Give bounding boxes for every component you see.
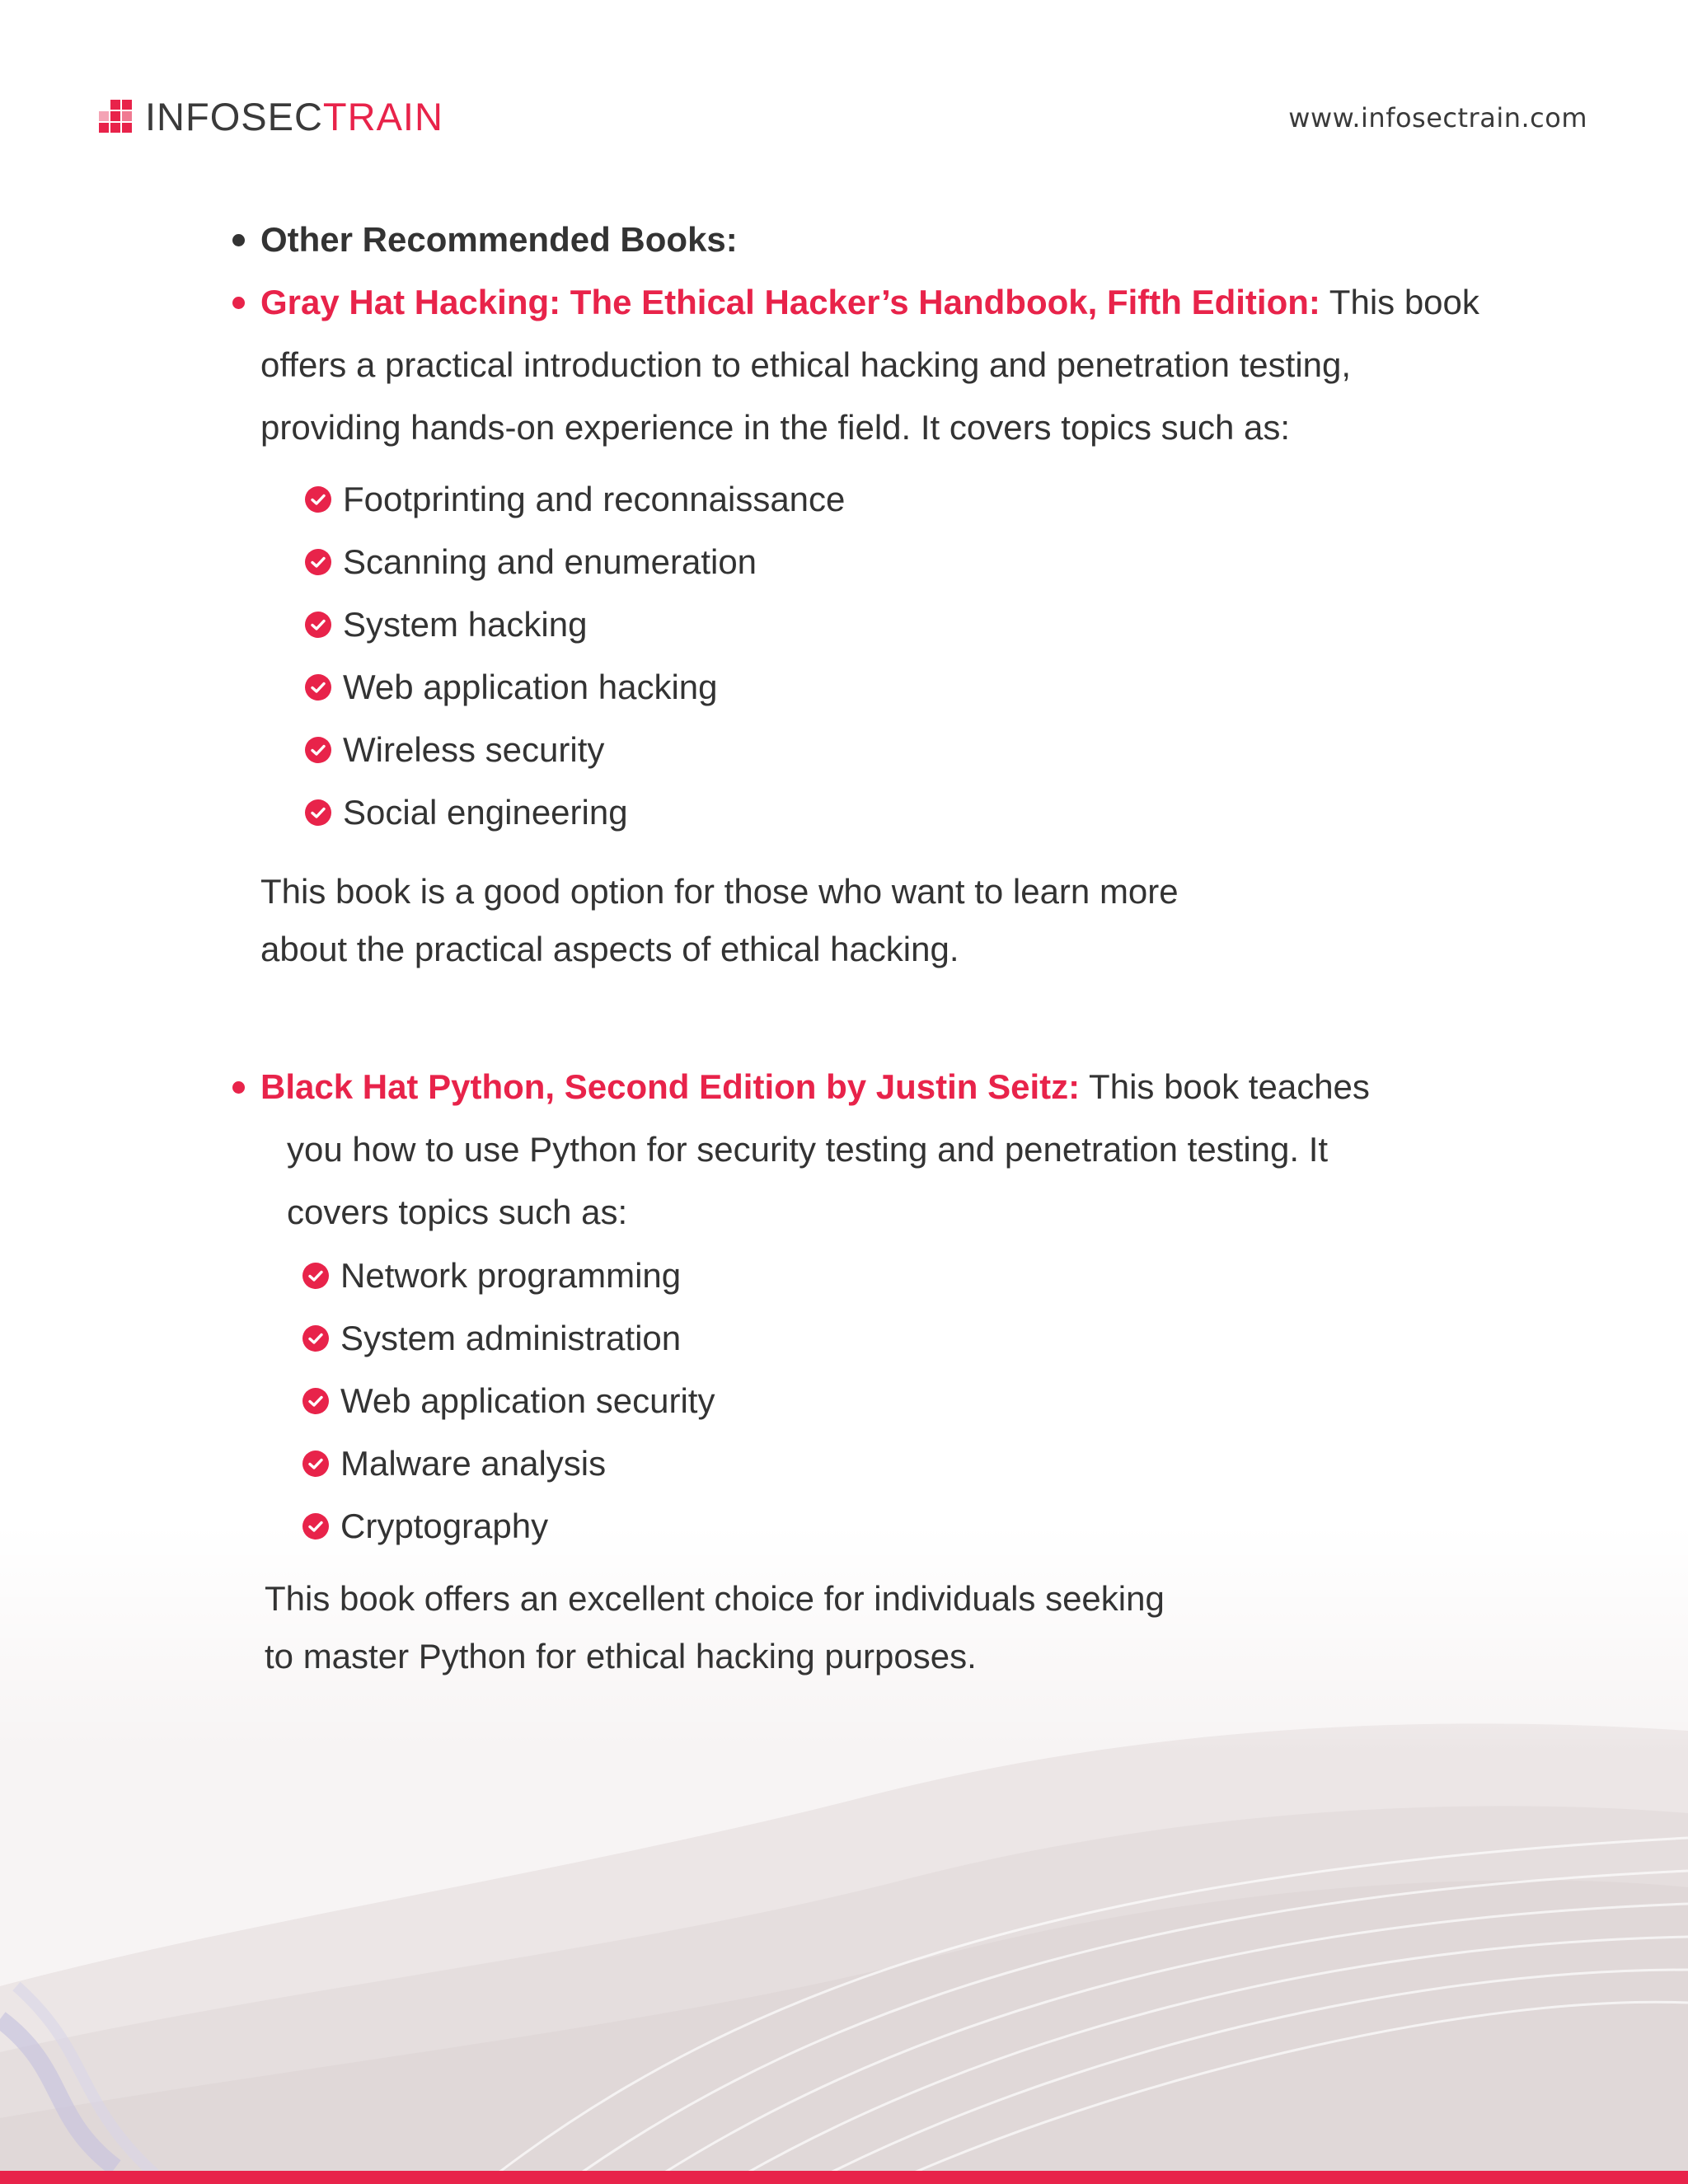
page-header	[0, 0, 1688, 165]
book1-closing: This book is a good option for those who want to learn more	[260, 872, 1179, 911]
check-circle-icon	[302, 1263, 329, 1289]
topic-item: System hacking	[343, 605, 588, 644]
check-circle-icon	[305, 737, 331, 763]
logo-grid-icon	[99, 100, 134, 134]
topic-item: Cryptography	[340, 1507, 549, 1545]
book2-line1	[260, 1056, 1370, 1118]
section-heading: Other Recommended Books:	[260, 220, 738, 259]
topic-item: Malware analysis	[340, 1444, 607, 1483]
check-circle-icon	[305, 674, 331, 701]
book1-desc-line: providing hands-on experience in the field. It covers topics such as:	[260, 408, 1291, 447]
book2-desc-line: covers topics such as:	[287, 1193, 628, 1231]
bullet-icon	[232, 1081, 245, 1094]
bullet-icon	[232, 297, 245, 309]
book2-desc-line: you how to use Python for security testing and penetration testing. It	[287, 1130, 1329, 1169]
topic-item: Wireless security	[343, 730, 605, 769]
book1-desc-start: This book	[1320, 283, 1479, 321]
logo-text-red: TRAIN	[322, 95, 443, 138]
topic-item: Web application security	[340, 1381, 715, 1420]
book2-desc-start: This book teaches	[1080, 1067, 1370, 1106]
topic-item: Network programming	[340, 1256, 682, 1295]
book1-closing: about the practical aspects of ethical hacking.	[260, 930, 959, 968]
book2-closing: This book offers an excellent choice for individuals seeking	[265, 1579, 1165, 1618]
infosectrain-logo[interactable]	[99, 96, 443, 138]
check-circle-icon	[305, 486, 331, 513]
bullet-icon	[232, 234, 245, 246]
book1-line1	[260, 271, 1479, 334]
check-circle-icon	[302, 1325, 329, 1352]
topic-item: Scanning and enumeration	[343, 542, 757, 581]
logo-text-dark: INFOSEC	[145, 95, 323, 138]
check-circle-icon	[302, 1451, 329, 1477]
topic-item: Web application hacking	[343, 668, 718, 706]
check-circle-icon	[302, 1388, 329, 1414]
topic-item: System administration	[340, 1319, 682, 1357]
website-url[interactable]: www.infosectrain.com	[1288, 102, 1587, 134]
book2-closing: to master Python for ethical hacking purposes.	[265, 1637, 977, 1675]
check-circle-icon	[305, 799, 331, 826]
check-circle-icon	[302, 1513, 329, 1540]
footer-accent-bar	[0, 2171, 1688, 2184]
check-circle-icon	[305, 612, 331, 638]
topic-item: Social engineering	[343, 793, 628, 832]
topic-item: Footprinting and reconnaissance	[343, 480, 846, 518]
book2-title: Black Hat Python, Second Edition by Justin Seitz:	[260, 1067, 1081, 1106]
check-circle-icon	[305, 549, 331, 575]
book1-title: Gray Hat Hacking: The Ethical Hacker’s Handbook, Fifth Edition:	[260, 283, 1320, 321]
book1-desc-line: offers a practical introduction to ethical hacking and penetration testing,	[260, 345, 1352, 384]
